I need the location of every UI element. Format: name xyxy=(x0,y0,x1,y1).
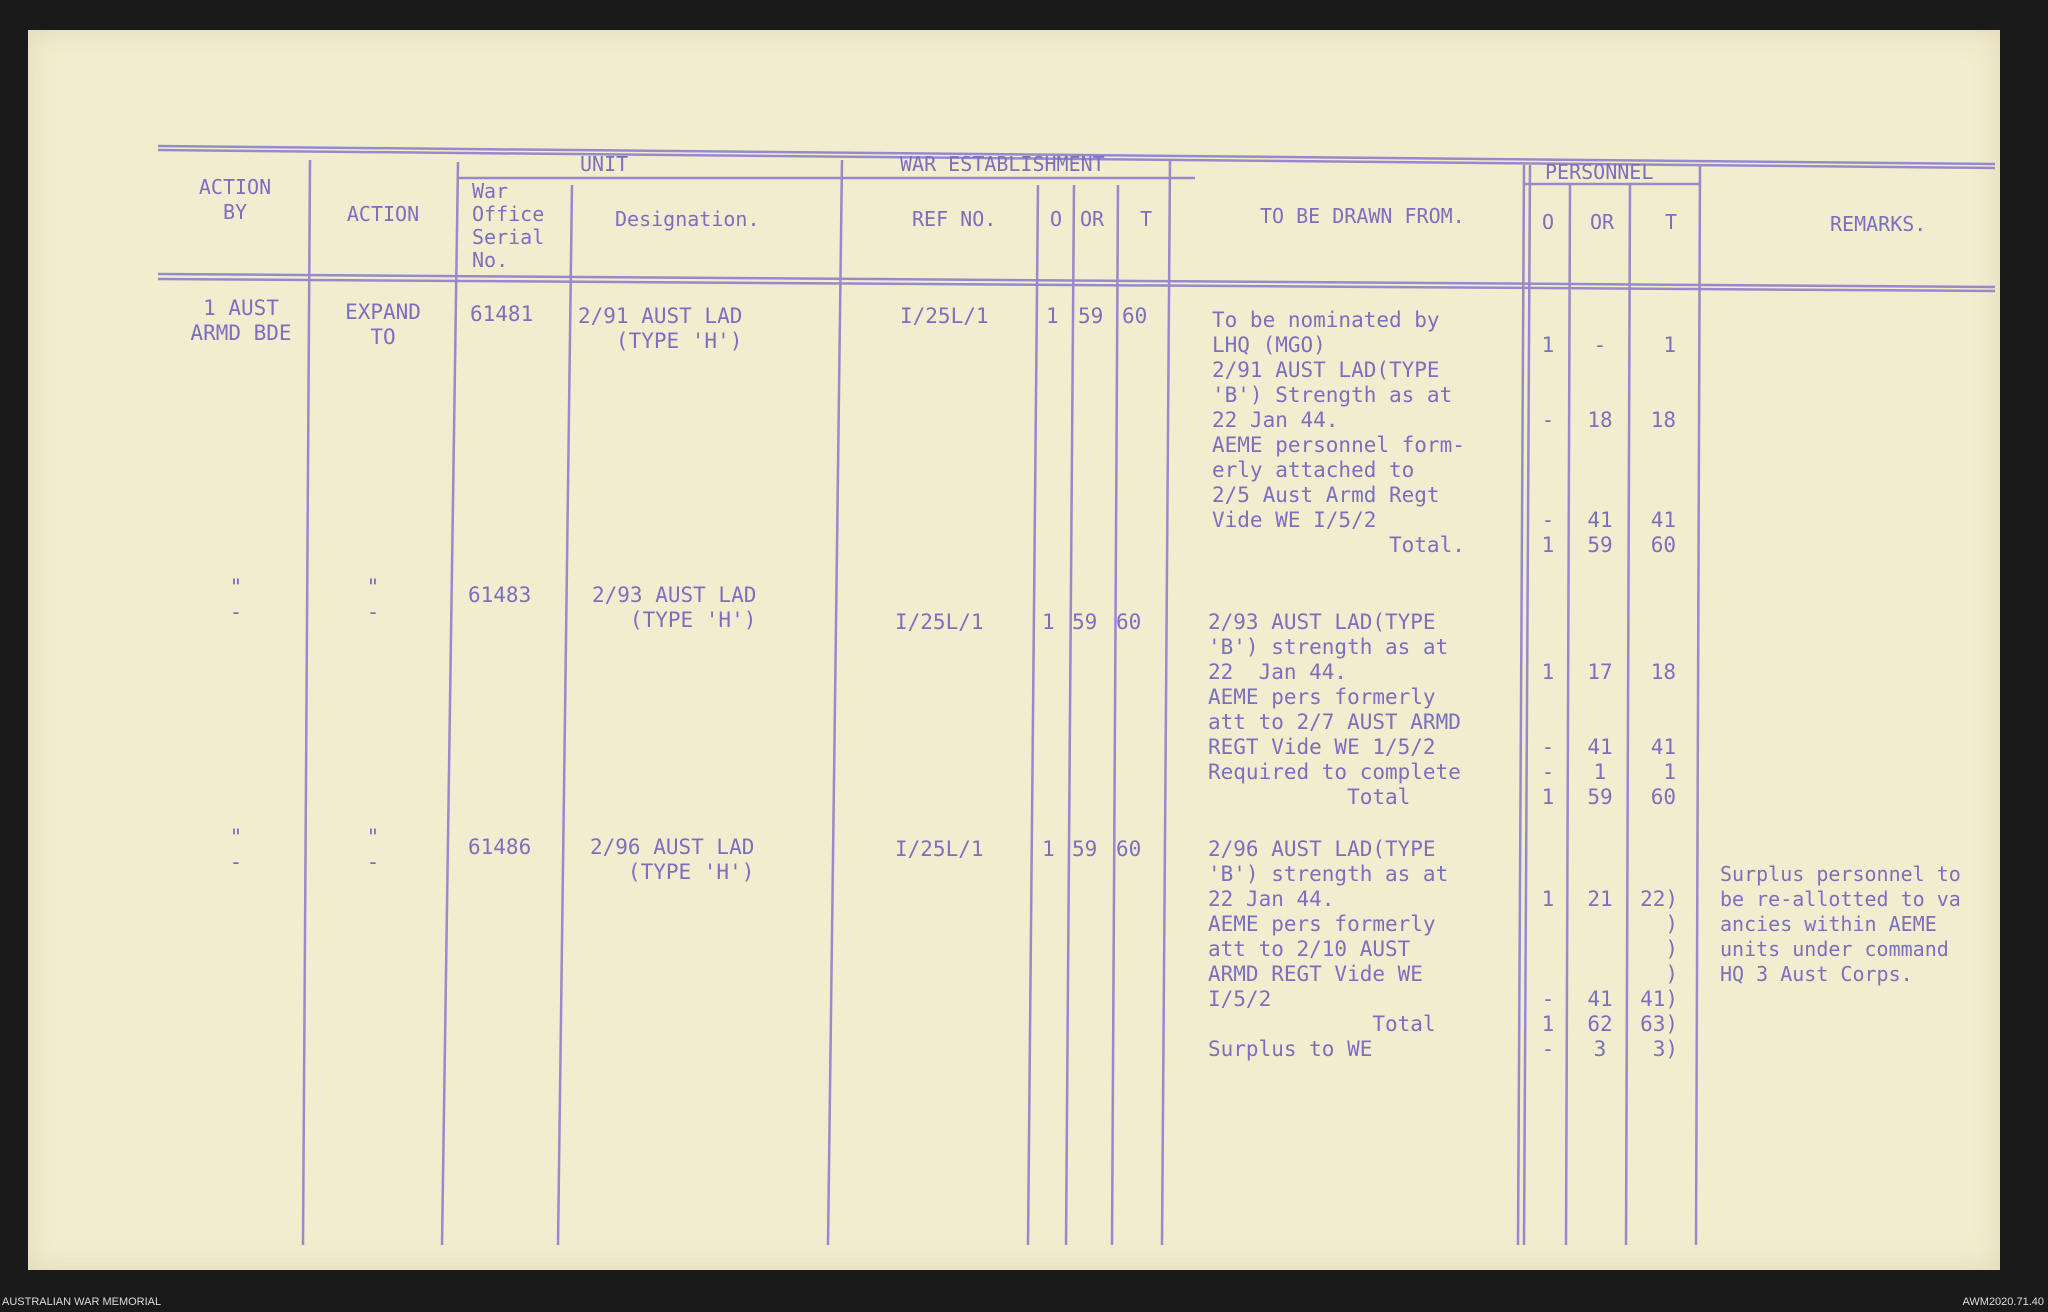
header-personnel-or: OR xyxy=(1590,210,1615,234)
header-or: OR xyxy=(1080,207,1105,231)
row2-drawn-from: 2/93 AUST LAD(TYPE 'B') strength as at 22 Jan 44. AEME pers formerly att to 2/7 AUST ARMD REGT Vide WE 1/5/2 Required to complete Total xyxy=(1208,610,1461,809)
row1-serial: 61481 xyxy=(470,302,534,326)
row1-drawn-from: To be nominated by LHQ (MGO) 2/91 AUST LAD(TYPE 'B') Strength as at 22 Jan 44. AEME personnel form- erly attached to 2/5 Aust Armd Regt Vide WE I/5/2 Total. xyxy=(1212,308,1465,557)
row1-or: 59 xyxy=(1078,304,1104,328)
row3-action: " - xyxy=(366,825,380,874)
row2-o: 1 xyxy=(1042,610,1055,634)
header-action-by: ACTION BY xyxy=(198,175,272,224)
row2-or: 59 xyxy=(1072,610,1098,634)
row3-ref: I/25L/1 xyxy=(895,837,984,861)
row1-designation: 2/91 AUST LAD (TYPE 'H') xyxy=(578,304,743,353)
header-action: ACTION xyxy=(346,202,420,226)
header-war-establishment: WAR ESTABLISHMENT xyxy=(900,152,1105,176)
row1-o: 1 xyxy=(1046,304,1059,328)
row3-personnel-o: 1 - 1 - xyxy=(1541,887,1555,1061)
row2-personnel-t: 18 41 1 60 xyxy=(1650,660,1676,809)
row1-action-by: 1 AUST ARMD BDE xyxy=(190,296,292,345)
header-war-office-serial: War Office Serial No. xyxy=(472,179,545,272)
header-remarks: REMARKS. xyxy=(1830,212,1927,236)
row1-ref: I/25L/1 xyxy=(900,304,989,328)
header-personnel-t: T xyxy=(1665,210,1678,234)
row3-t: 60 xyxy=(1116,837,1142,861)
header-personnel-o: O xyxy=(1542,210,1555,234)
header-unit: UNIT xyxy=(580,152,629,176)
row2-action: " - xyxy=(366,575,380,624)
row3-or: 59 xyxy=(1072,837,1098,861)
row3-personnel-t: 22) ) ) ) 41) 63) 3) xyxy=(1640,887,1678,1061)
row1-personnel-or: - 18 41 59 xyxy=(1587,333,1613,557)
header-personnel: PERSONNEL xyxy=(1545,160,1654,184)
row3-serial: 61486 xyxy=(468,835,532,859)
footer-archive-label: AUSTRALIAN WAR MEMORIAL xyxy=(2,1296,162,1308)
row3-designation: 2/96 AUST LAD (TYPE 'H') xyxy=(590,835,755,884)
row2-ref: I/25L/1 xyxy=(895,610,984,634)
header-ref-no: REF NO. xyxy=(912,207,997,231)
header-t: T xyxy=(1140,207,1153,231)
row2-personnel-or: 17 41 1 59 xyxy=(1587,660,1613,809)
footer-reference: AWM2020.71.40 xyxy=(1962,1296,2044,1308)
row2-designation: 2/93 AUST LAD (TYPE 'H') xyxy=(592,583,757,632)
row3-drawn-from: 2/96 AUST LAD(TYPE 'B') strength as at 22 Jan 44. AEME pers formerly att to 2/10 AUST ARMD REGT Vide WE I/5/2 Total Surplus to WE xyxy=(1208,837,1449,1061)
row1-personnel-t: 1 18 41 60 xyxy=(1650,333,1676,557)
header-o: O xyxy=(1050,207,1063,231)
header-designation: Designation. xyxy=(615,207,760,231)
row3-action-by: " - xyxy=(229,825,243,874)
row2-personnel-o: 1 - - 1 xyxy=(1541,660,1555,809)
header-drawn-from: TO BE DRAWN FROM. xyxy=(1260,204,1465,228)
row1-t: 60 xyxy=(1122,304,1148,328)
row2-action-by: " - xyxy=(229,575,243,624)
row3-o: 1 xyxy=(1042,837,1055,861)
row2-t: 60 xyxy=(1116,610,1142,634)
row3-remarks: Surplus personnel to be re-allotted to va ancies within AEME units under command HQ 3 Aust Corps. xyxy=(1720,862,1961,986)
row1-personnel-o: 1 - - 1 xyxy=(1541,333,1555,557)
row2-serial: 61483 xyxy=(468,583,532,607)
row1-action: EXPAND TO xyxy=(345,300,421,349)
row3-personnel-or: 21 41 62 3 xyxy=(1587,887,1613,1061)
